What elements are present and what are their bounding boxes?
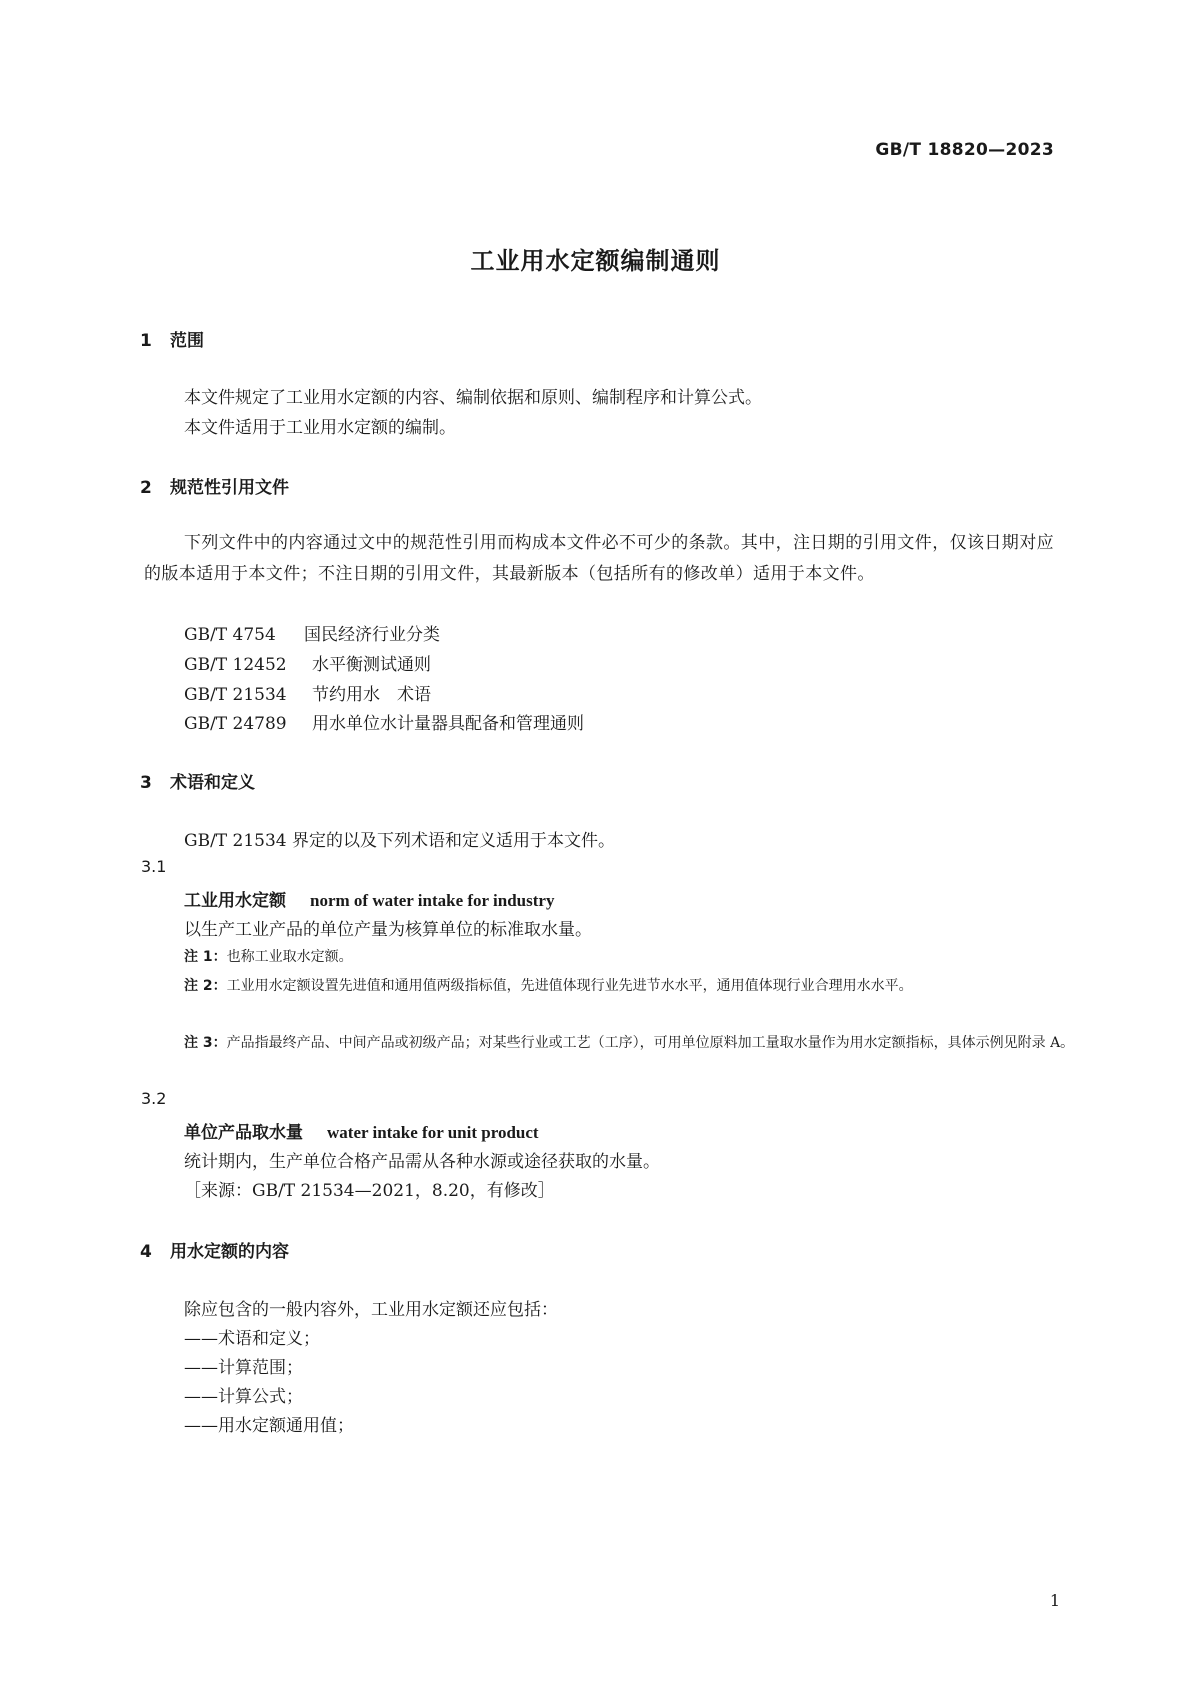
- section-2-heading: [140, 473, 289, 498]
- normative-references-intro: 下列文件中的内容通过文中的规范性引用而构成本文件必不可少的条款。其中，注日期的引用文件，仅该日期对应的版本适用于本文件；不注日期的引用文件，其最新版本（包括所有的修改单）适用于本文件。: [144, 533, 1054, 584]
- content-intro: 除应包含的一般内容外，工业用水定额还应包括：: [184, 1300, 558, 1320]
- section-number: 3: [140, 773, 152, 793]
- section-title: 范围: [170, 331, 204, 351]
- reference-title: 水平衡测试通则: [312, 655, 431, 675]
- reference-code: GB/T 24789: [184, 714, 287, 734]
- note-label: 注 3：: [184, 1035, 227, 1051]
- section-title: 用水定额的内容: [170, 1242, 289, 1262]
- note-label: 注 1：: [184, 949, 227, 965]
- reference-item: [184, 709, 584, 734]
- section-1-heading: [140, 326, 204, 351]
- reference-code: GB/T 4754: [184, 625, 276, 645]
- note-text: 工业用水定额设置先进值和通用值两级指标值，先进值体现行业先进节水水平，通用值体现行业合理用水水平。: [226, 978, 913, 994]
- term-definition: 统计期内，生产单位合格产品需从各种水源或途径获取的水量。: [184, 1152, 660, 1172]
- term-definition: 以生产工业产品的单位产量为核算单位的标准取水量。: [184, 920, 592, 940]
- term-number: 3.2: [141, 1089, 167, 1108]
- note-text: 也称工业取水定额。: [226, 949, 353, 965]
- page-number: 1: [1049, 1591, 1060, 1610]
- term-note: [184, 973, 1106, 999]
- term-en: norm of water intake for industry: [310, 891, 555, 910]
- section-number: 1: [140, 331, 152, 351]
- section-title: 规范性引用文件: [170, 478, 289, 498]
- section-title: 术语和定义: [170, 773, 255, 793]
- term-number: 3.1: [141, 857, 167, 876]
- list-item: ——计算范围；: [184, 1358, 303, 1378]
- term-zh: 单位产品取水量: [184, 1123, 303, 1143]
- term-heading: [184, 1118, 539, 1143]
- paragraph: 本文件适用于工业用水定额的编制。: [184, 418, 456, 438]
- reference-title: 国民经济行业分类: [304, 625, 440, 645]
- terms-intro: GB/T 21534 界定的以及下列术语和定义适用于本文件。: [184, 831, 616, 851]
- reference-item: [184, 680, 431, 705]
- section-number: 2: [140, 478, 152, 498]
- reference-title: 用水单位水计量器具配备和管理通则: [312, 714, 584, 734]
- reference-item: [184, 620, 440, 645]
- list-item: ——计算公式；: [184, 1387, 303, 1407]
- paragraph: 本文件规定了工业用水定额的内容、编制依据和原则、编制程序和计算公式。: [184, 388, 762, 408]
- reference-code: GB/T 12452: [184, 655, 287, 675]
- reference-code: GB/T 21534: [184, 685, 287, 705]
- section-number: 4: [140, 1242, 152, 1262]
- document-title: 工业用水定额编制通则: [470, 247, 721, 275]
- term-note: [184, 944, 1106, 970]
- term-source: ［来源：GB/T 21534—2021，8.20，有修改］: [184, 1181, 555, 1201]
- list-item: ——术语和定义；: [184, 1329, 320, 1349]
- note-text: 产品指最终产品、中间产品或初级产品；对某些行业或工艺（工序），可用单位原料加工量取水量作为用水定额指标，具体示例见附录 A。: [226, 1035, 1075, 1051]
- reference-title: 节约用水 术语: [312, 685, 431, 705]
- term-note: [184, 1030, 1106, 1056]
- section-4-heading: [140, 1237, 289, 1262]
- term-heading: [184, 886, 554, 911]
- note-label: 注 2：: [184, 978, 227, 994]
- reference-item: [184, 650, 431, 675]
- list-item: ——用水定额通用值；: [184, 1416, 354, 1436]
- standard-number: GB/T 18820—2023: [875, 140, 1054, 160]
- section-3-heading: [140, 768, 255, 793]
- term-en: water intake for unit product: [327, 1123, 539, 1142]
- term-zh: 工业用水定额: [184, 891, 286, 911]
